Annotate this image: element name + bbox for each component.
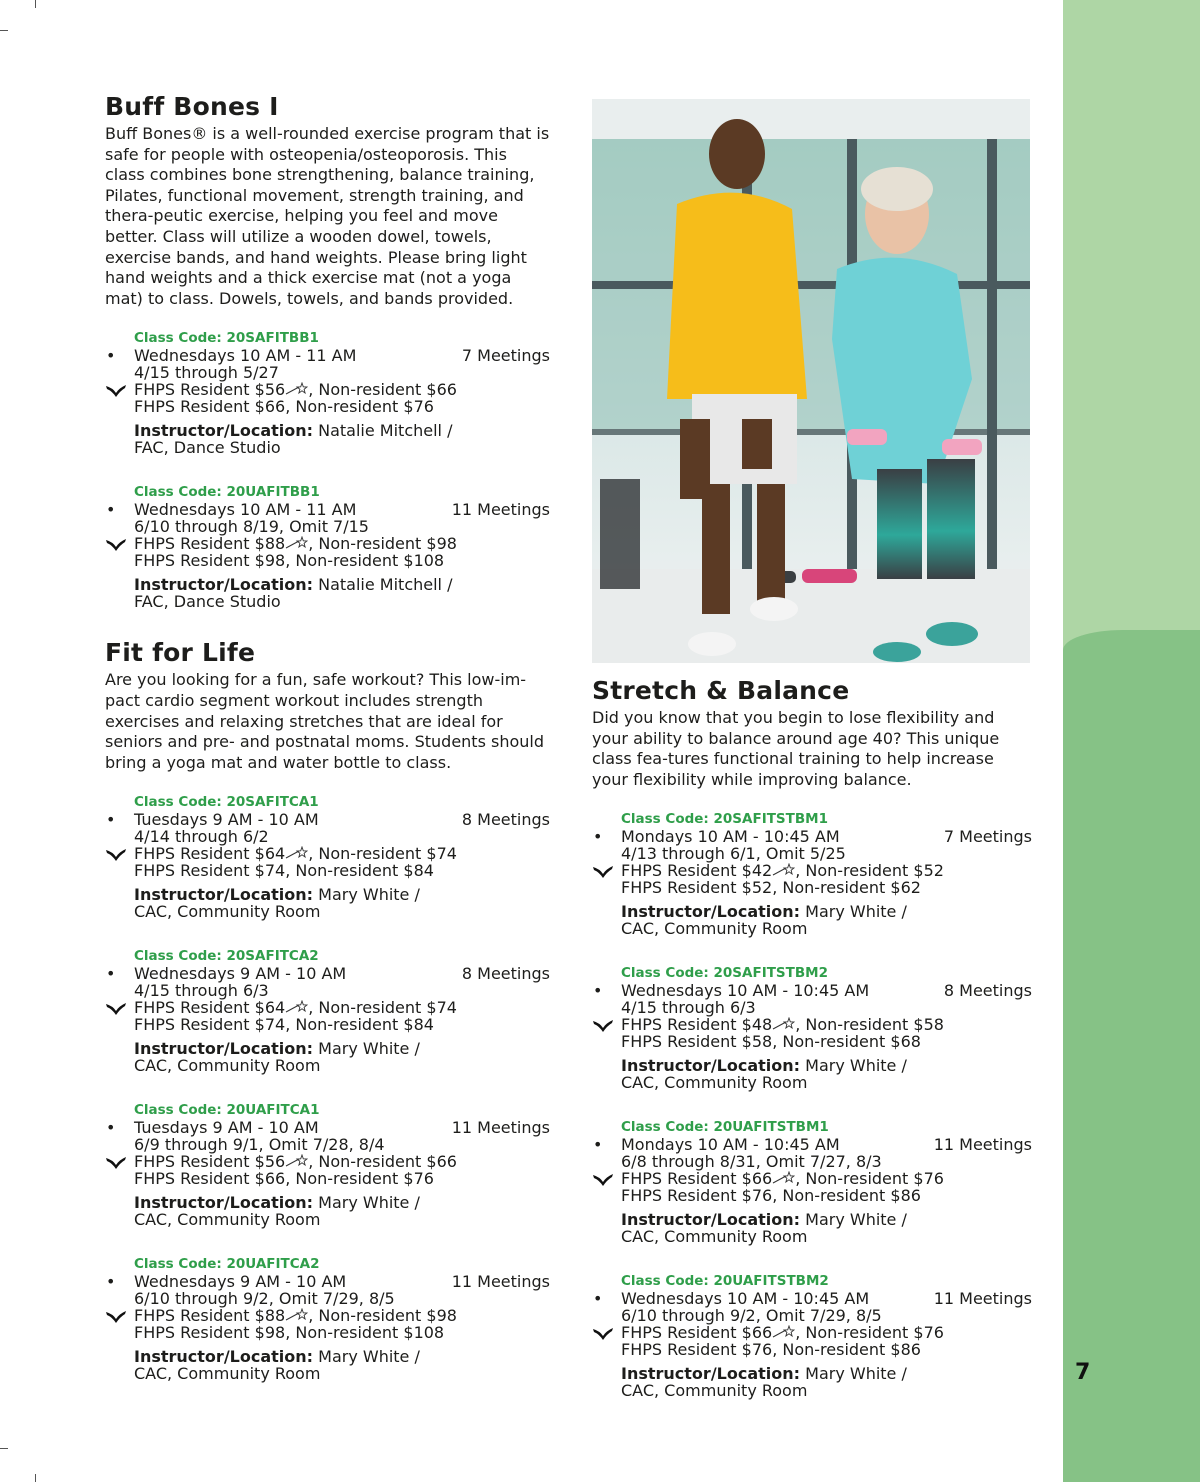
instructor-line (134, 886, 550, 903)
meetings-count: 8 Meetings (461, 964, 550, 984)
bullet-icon: • (593, 1135, 603, 1155)
dates: 4/15 through 6/3 (621, 998, 756, 1018)
location: CAC, Community Room (134, 1364, 321, 1384)
price: FHPS Resident $74, Non-resident $84 (134, 861, 434, 881)
senior-discount-icon (592, 863, 614, 879)
meetings-count: 11 Meetings (933, 1135, 1032, 1155)
instructor-label: Instructor/Location: (621, 1210, 801, 1230)
bullet-icon: • (106, 1272, 116, 1292)
star-icon (285, 1154, 308, 1168)
senior-discount-icon (105, 1308, 127, 1324)
meetings-count: 7 Meetings (943, 827, 1032, 847)
meetings-count: 8 Meetings (943, 981, 1032, 1001)
instructor-name: Mary White / (800, 1210, 907, 1230)
star-icon (772, 1325, 795, 1339)
day-time: Mondays 10 AM - 10:45 AM (621, 827, 840, 847)
instructor-line (134, 422, 550, 439)
price: FHPS Resident $66, Non-resident $76 (134, 397, 434, 417)
instructor-label: Instructor/Location: (621, 1056, 801, 1076)
price: FHPS Resident $76, Non-resident $86 (621, 1340, 921, 1360)
senior-price-line (134, 535, 550, 552)
class-code: Class Code: 20UAFITCA1 (134, 1102, 320, 1119)
schedule-line (593, 827, 1032, 847)
crop-mark (35, 1474, 36, 1482)
nonresident-senior-price: , Non-resident $98 (308, 1306, 457, 1326)
dates: 6/8 through 8/31, Omit 7/27, 8/3 (621, 1152, 882, 1172)
dates: 4/15 through 6/3 (134, 981, 269, 1001)
page-sidebar (1063, 0, 1200, 1482)
bullet-icon: • (593, 827, 603, 847)
section-description: Did you know that you begin to lose flexibility and your ability to balance around age 40? This unique class fea-tures functional training to help increase your flexibility while improving balance. (592, 708, 1000, 789)
senior-price-line (134, 1307, 550, 1324)
meetings-count: 7 Meetings (461, 346, 550, 366)
senior-discount-icon (592, 1171, 614, 1187)
senior-discount-icon (105, 382, 127, 398)
bullet-icon: • (593, 1289, 603, 1309)
bullet-icon: • (106, 500, 116, 520)
nonresident-senior-price: , Non-resident $58 (795, 1015, 944, 1035)
section-description: Buff Bones® is a well-rounded exercise program that is safe for people with osteopenia/osteoporosis. This class combines bone strengthening, balance training, Pilates, functional movement, strength training, and thera-peutic exercise, helping you feel and move better. Class will utilize a wooden dowel, towels, exercise bands, and hand weights. Please bring light hand weights and a thick exercise mat (not a yoga mat) to class. Dowels, towels, and bands provided. (105, 124, 550, 308)
star-icon (285, 1000, 308, 1014)
class-code: Class Code: 20SAFITSTBM1 (621, 811, 828, 828)
bullet-icon: • (106, 346, 116, 366)
nonresident-senior-price: , Non-resident $52 (795, 861, 944, 881)
location: CAC, Community Room (134, 1210, 321, 1230)
location: FAC, Dance Studio (134, 438, 281, 458)
day-time: Wednesdays 10 AM - 10:45 AM (621, 981, 870, 1001)
star-icon (285, 1308, 308, 1322)
location: CAC, Community Room (621, 1381, 808, 1401)
section-title: Fit for Life (105, 638, 256, 668)
location: CAC, Community Room (621, 919, 808, 939)
left-column (105, 92, 550, 1382)
price: FHPS Resident $98, Non-resident $108 (134, 1323, 445, 1343)
location: CAC, Community Room (134, 902, 321, 922)
section-buff-bones (105, 92, 550, 610)
instructor-label: Instructor/Location: (134, 1347, 314, 1367)
class-code: Class Code: 20SAFITSTBM2 (621, 965, 828, 982)
instructor-line (134, 1194, 550, 1211)
instructor-label: Instructor/Location: (134, 421, 314, 441)
star-icon (772, 1171, 795, 1185)
schedule-line (106, 964, 550, 984)
day-time: Wednesdays 10 AM - 11 AM (134, 346, 357, 366)
instructor-name: Mary White / (313, 1039, 420, 1059)
section-fit-for-life (105, 638, 550, 1382)
class-code: Class Code: 20UAFITSTBM2 (621, 1273, 829, 1290)
section-title: Stretch & Balance (592, 676, 850, 705)
star-icon (285, 846, 308, 860)
day-time: Tuesdays 9 AM - 10 AM (134, 810, 319, 830)
schedule-line (106, 346, 550, 366)
dates: 6/10 through 9/2, Omit 7/29, 8/5 (134, 1289, 395, 1309)
senior-price-line (134, 381, 550, 398)
senior-price: FHPS Resident $56 (134, 380, 286, 400)
instructor-line (621, 903, 1032, 920)
instructor-label: Instructor/Location: (134, 1039, 314, 1059)
instructor-line (621, 1365, 1032, 1382)
schedule-line (106, 810, 550, 830)
class-listing (593, 964, 1032, 1093)
senior-price: FHPS Resident $64 (134, 844, 286, 864)
senior-price-line (621, 1016, 1032, 1033)
senior-price: FHPS Resident $42 (621, 861, 773, 881)
location: FAC, Dance Studio (134, 592, 281, 612)
class-code: Class Code: 20UAFITBB1 (134, 484, 320, 501)
class-code: Class Code: 20SAFITCA2 (134, 948, 319, 965)
class-listing (593, 1272, 1032, 1401)
crop-mark (0, 1448, 8, 1449)
senior-discount-icon (105, 846, 127, 862)
instructor-label: Instructor/Location: (621, 902, 801, 922)
bullet-icon: • (106, 810, 116, 830)
dates: 4/14 through 6/2 (134, 827, 269, 847)
instructor-line (134, 1348, 550, 1365)
day-time: Wednesdays 9 AM - 10 AM (134, 964, 347, 984)
location: CAC, Community Room (621, 1227, 808, 1247)
star-icon (285, 382, 308, 396)
senior-price-line (134, 999, 550, 1016)
schedule-line (106, 1272, 550, 1292)
senior-price: FHPS Resident $64 (134, 998, 286, 1018)
class-listing (106, 483, 550, 612)
dates: 6/9 through 9/1, Omit 7/28, 8/4 (134, 1135, 385, 1155)
page-number: 7 (1075, 1360, 1091, 1385)
right-column (592, 676, 1032, 1399)
instructor-name: Mary White / (313, 885, 420, 905)
price: FHPS Resident $52, Non-resident $62 (621, 878, 921, 898)
senior-price-line (621, 1170, 1032, 1187)
price: FHPS Resident $58, Non-resident $68 (621, 1032, 921, 1052)
class-listing (106, 1255, 550, 1384)
bullet-icon: • (106, 964, 116, 984)
class-listing (593, 810, 1032, 939)
price: FHPS Resident $76, Non-resident $86 (621, 1186, 921, 1206)
senior-price: FHPS Resident $88 (134, 1306, 286, 1326)
day-time: Wednesdays 10 AM - 10:45 AM (621, 1289, 870, 1309)
star-icon (772, 863, 795, 877)
instructor-line (134, 1040, 550, 1057)
senior-price-line (621, 862, 1032, 879)
price: FHPS Resident $98, Non-resident $108 (134, 551, 445, 571)
instructor-name: Natalie Mitchell / (313, 575, 453, 595)
section-stretch-balance (592, 676, 1032, 1399)
instructor-label: Instructor/Location: (134, 885, 314, 905)
senior-discount-icon (105, 1000, 127, 1016)
seniors-exercise-photo (592, 99, 1030, 663)
instructor-line (621, 1211, 1032, 1228)
bullet-icon: • (593, 981, 603, 1001)
crop-mark (35, 0, 36, 8)
star-icon (285, 536, 308, 550)
meetings-count: 11 Meetings (451, 500, 550, 520)
class-code: Class Code: 20SAFITCA1 (134, 794, 319, 811)
instructor-name: Natalie Mitchell / (313, 421, 453, 441)
instructor-name: Mary White / (313, 1347, 420, 1367)
class-listing (593, 1118, 1032, 1247)
day-time: Mondays 10 AM - 10:45 AM (621, 1135, 840, 1155)
class-listing (106, 947, 550, 1076)
bullet-icon: • (106, 1118, 116, 1138)
section-title: Buff Bones I (105, 92, 279, 121)
instructor-label: Instructor/Location: (134, 575, 314, 595)
instructor-label: Instructor/Location: (621, 1364, 801, 1384)
instructor-name: Mary White / (800, 1056, 907, 1076)
location: CAC, Community Room (134, 1056, 321, 1076)
instructor-line (621, 1057, 1032, 1074)
dates: 4/15 through 5/27 (134, 363, 279, 383)
class-code: Class Code: 20SAFITBB1 (134, 330, 319, 347)
dates: 6/10 through 9/2, Omit 7/29, 8/5 (621, 1306, 882, 1326)
nonresident-senior-price: , Non-resident $66 (308, 1152, 457, 1172)
senior-price: FHPS Resident $66 (621, 1323, 773, 1343)
instructor-name: Mary White / (800, 1364, 907, 1384)
section-description: Are you looking for a fun, safe workout? This low-im-pact cardio segment workout includes strength exercises and relaxing stretches that are ideal for seniors and pre- and postnatal moms. Students should bring a yoga mat and water bottle to class. (105, 670, 545, 772)
dates: 4/13 through 6/1, Omit 5/25 (621, 844, 846, 864)
schedule-line (106, 500, 550, 520)
class-listing (106, 793, 550, 922)
nonresident-senior-price: , Non-resident $98 (308, 534, 457, 554)
day-time: Wednesdays 9 AM - 10 AM (134, 1272, 347, 1292)
instructor-label: Instructor/Location: (134, 1193, 314, 1213)
senior-price-line (134, 845, 550, 862)
senior-discount-icon (105, 536, 127, 552)
senior-price-line (621, 1324, 1032, 1341)
instructor-name: Mary White / (313, 1193, 420, 1213)
nonresident-senior-price: , Non-resident $74 (308, 844, 457, 864)
senior-discount-icon (592, 1017, 614, 1033)
nonresident-senior-price: , Non-resident $76 (795, 1323, 944, 1343)
meetings-count: 11 Meetings (451, 1272, 550, 1292)
senior-price: FHPS Resident $88 (134, 534, 286, 554)
class-code: Class Code: 20UAFITCA2 (134, 1256, 320, 1273)
senior-price: FHPS Resident $48 (621, 1015, 773, 1035)
senior-price: FHPS Resident $66 (621, 1169, 773, 1189)
meetings-count: 11 Meetings (451, 1118, 550, 1138)
schedule-line (106, 1118, 550, 1138)
nonresident-senior-price: , Non-resident $74 (308, 998, 457, 1018)
instructor-name: Mary White / (800, 902, 907, 922)
senior-price: FHPS Resident $56 (134, 1152, 286, 1172)
meetings-count: 11 Meetings (933, 1289, 1032, 1309)
instructor-line (134, 576, 550, 593)
star-icon (772, 1017, 795, 1031)
meetings-count: 8 Meetings (461, 810, 550, 830)
nonresident-senior-price: , Non-resident $76 (795, 1169, 944, 1189)
class-listing (106, 329, 550, 458)
crop-mark (0, 30, 8, 31)
nonresident-senior-price: , Non-resident $66 (308, 380, 457, 400)
class-listing (106, 1101, 550, 1230)
location: CAC, Community Room (621, 1073, 808, 1093)
schedule-line (593, 1289, 1032, 1309)
sidebar-lower-band (1063, 630, 1200, 1482)
price: FHPS Resident $74, Non-resident $84 (134, 1015, 434, 1035)
class-code: Class Code: 20UAFITSTBM1 (621, 1119, 829, 1136)
senior-discount-icon (592, 1325, 614, 1341)
price: FHPS Resident $66, Non-resident $76 (134, 1169, 434, 1189)
day-time: Tuesdays 9 AM - 10 AM (134, 1118, 319, 1138)
senior-price-line (134, 1153, 550, 1170)
schedule-line (593, 1135, 1032, 1155)
senior-discount-icon (105, 1154, 127, 1170)
dates: 6/10 through 8/19, Omit 7/15 (134, 517, 369, 537)
day-time: Wednesdays 10 AM - 11 AM (134, 500, 357, 520)
schedule-line (593, 981, 1032, 1001)
